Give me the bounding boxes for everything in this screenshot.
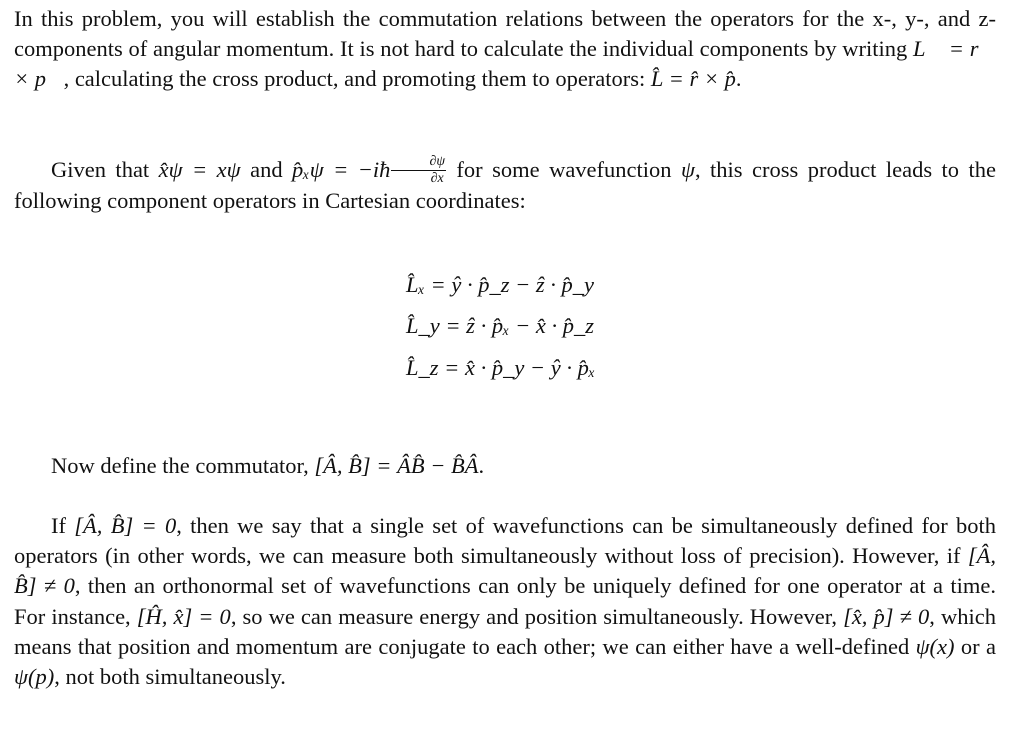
partial-derivative-fraction <box>391 155 446 186</box>
wavefunction-symbol: ψ <box>680 157 695 182</box>
equation-Lz-text: L̂_z = x̂ · p̂_y − ŷ · p̂ₓ <box>406 355 596 380</box>
position-momentum-commutator: [x̂, p̂] ≠ 0 <box>843 603 930 629</box>
equation-Lz <box>406 353 595 383</box>
closing-paragraph <box>14 511 996 692</box>
equation-Lx-text: L̂ₓ = ŷ · p̂_z − ẑ · p̂_y <box>406 272 595 297</box>
closing-text-6: or a <box>954 633 996 659</box>
intro-paragraph <box>14 4 996 95</box>
psi-of-x: ψ(x) <box>915 633 955 659</box>
commutator-formula: [Â, B̂] = ÂB̂ − B̂Â <box>314 453 479 478</box>
closing-text-3: , then an orthonormal set of wavefunctions can only be uniquely defined for one operator at a time. For instance, <box>14 573 996 629</box>
closing-text-2: , then we say that a single set of wavefunctions can be simultaneously defined for both operators (in other words, we can measure both simultaneously without loss of precision). However, if <box>14 513 996 569</box>
equation-Lx <box>406 270 594 300</box>
equation-Ly-text: L̂_y = ẑ · p̂ₓ − x̂ · p̂_z <box>406 313 595 338</box>
zero-commutator: [Â, B̂] = 0 <box>74 513 177 538</box>
closing-text-5: , which means that position and momentum are conjugate to each other; we can either have a well-defined <box>14 603 996 659</box>
cross-product-vector: L⃗ = r⃗ × p⃗ <box>14 36 996 92</box>
fraction-numerator: ∂ψ <box>391 155 446 171</box>
given-text-3: for some wavefunction <box>446 157 681 182</box>
equation-Ly <box>406 311 594 341</box>
commutator-text-2: . <box>478 453 485 478</box>
closing-text-1: If <box>51 513 75 538</box>
intro-text-1: In this problem, you will establish the commutation relations between the operators for the x-, y-, and z-components of angular momentum. It is not hard to calculate the individual components by writing <box>14 6 996 62</box>
given-paragraph <box>14 155 996 216</box>
given-text-2: and <box>240 157 293 182</box>
nonzero-commutator: [Â, B̂] ≠ 0 <box>14 543 996 599</box>
hamiltonian-position-commutator: [Ĥ, x̂] = 0 <box>136 603 231 629</box>
closing-text-4: , so we can measure energy and position simultaneously. However, <box>230 603 844 629</box>
cross-product-operator: L̂ = r̂ × p̂ <box>650 66 736 92</box>
intro-text-2: , calculating the cross product, and promoting them to operators: <box>63 66 651 92</box>
fraction-denominator: ∂x <box>430 171 444 187</box>
given-text-4: , this cross product leads to the following component operators in Cartesian coordinates: <box>14 157 996 214</box>
psi-of-p: ψ(p) <box>14 664 55 690</box>
position-operator-def: x̂ψ = xψ <box>158 157 241 182</box>
given-text-1: Given that <box>51 157 159 182</box>
commutator-text-1: Now define the commutator, <box>51 453 315 478</box>
commutator-definition <box>14 451 996 481</box>
momentum-operator-def: p̂ₓψ = −iħ <box>292 157 391 182</box>
closing-text-7: , not both simultaneously. <box>54 664 286 690</box>
intro-text-3: . <box>735 66 742 92</box>
